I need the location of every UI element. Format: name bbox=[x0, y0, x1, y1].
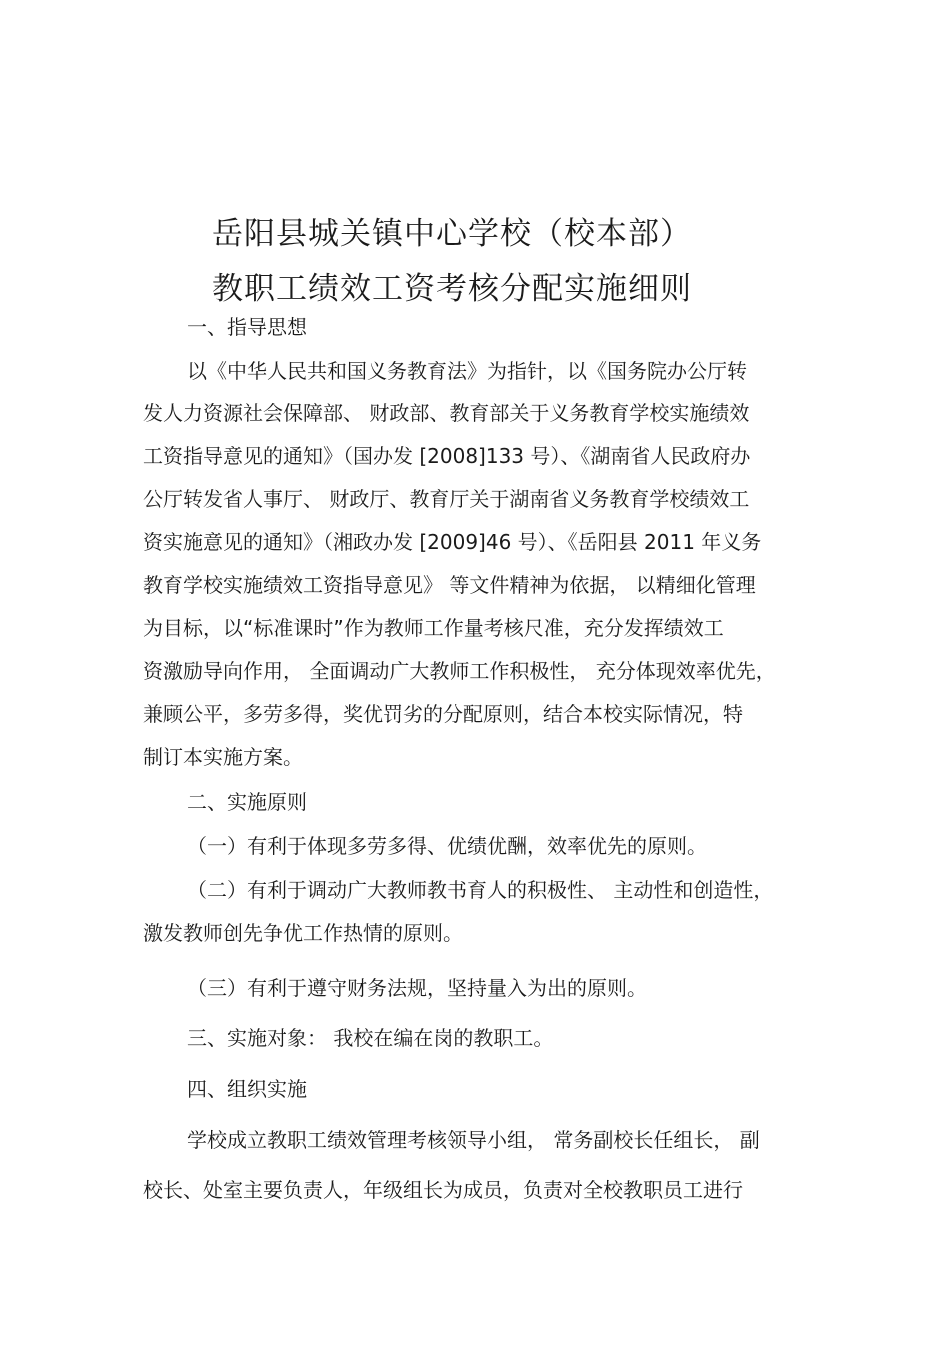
paragraph-line: 兼顾公平，多劳多得，奖优罚劣的分配原则，结合本校实际情况，特 bbox=[143, 702, 743, 726]
principle-item-2: （二）有利于调动广大教师教书育人的积极性、 主动性和创造性， bbox=[187, 878, 774, 902]
paragraph-line: 教育学校实施绩效工资指导意见》 等文件精神为依据， 以精细化管理 bbox=[143, 573, 756, 597]
paragraph-line: 公厅转发省人事厅、 财政厅、教育厅关于湖南省义务教育学校绩效工 bbox=[143, 487, 750, 511]
section-heading-organization: 四、组织实施 bbox=[187, 1077, 307, 1101]
section-heading-target: 三、实施对象： 我校在编在岗的教职工。 bbox=[187, 1026, 554, 1050]
paragraph-line: 制订本实施方案。 bbox=[143, 745, 303, 769]
paragraph-line: 工资指导意见的通知》（国办发 [2008]133 号）、《湖南省人民政府办 bbox=[143, 444, 751, 468]
paragraph-line: 以《中华人民共和国义务教育法》为指针，以《国务院办公厅转 bbox=[187, 359, 747, 383]
principle-item-3: （三）有利于遵守财务法规，坚持量入为出的原则。 bbox=[187, 976, 647, 1000]
paragraph-line: 学校成立教职工绩效管理考核领导小组， 常务副校长任组长， 副 bbox=[187, 1128, 760, 1152]
section-heading-principles: 二、实施原则 bbox=[187, 790, 307, 814]
paragraph-line: 为目标，以“标准课时”作为教师工作量考核尺准，充分发挥绩效工 bbox=[143, 616, 724, 640]
paragraph-line: 激发教师创先争优工作热情的原则。 bbox=[143, 921, 463, 945]
document-title-line-1: 岳阳县城关镇中心学校（校本部） bbox=[212, 216, 692, 252]
paragraph-line: 资激励导向作用， 全面调动广大教师工作积极性， 充分体现效率优先， bbox=[143, 659, 776, 683]
paragraph-line: 发人力资源社会保障部、 财政部、教育部关于义务教育学校实施绩效 bbox=[143, 401, 750, 425]
section-heading-guiding-thought: 一、指导思想 bbox=[187, 315, 307, 339]
document-title-line-2: 教职工绩效工资考核分配实施细则 bbox=[212, 271, 692, 307]
paragraph-line: 校长、处室主要负责人，年级组长为成员，负责对全校教职员工进行 bbox=[143, 1178, 743, 1202]
paragraph-line: 资实施意见的通知》（湘政办发 [2009]46 号）、《岳阳县 2011 年义务 bbox=[143, 530, 762, 554]
principle-item-1: （一）有利于体现多劳多得、优绩优酬，效率优先的原则。 bbox=[187, 834, 707, 858]
